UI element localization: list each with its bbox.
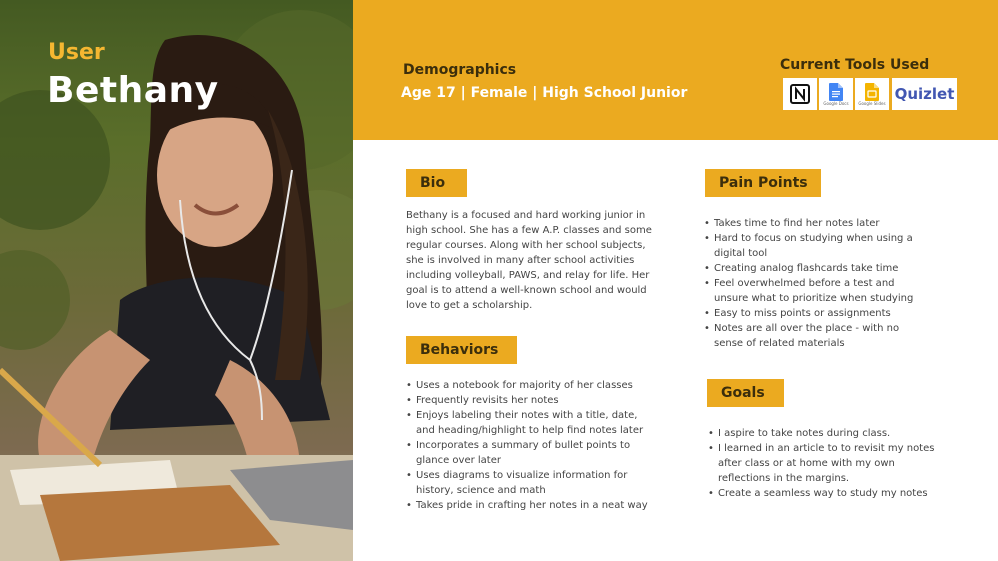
list-item: • I learned in an article to to revisit my notes after class or at home with my own reflections in the margins. (708, 441, 948, 486)
goals-heading: Goals (707, 379, 784, 407)
bio-text: Bethany is a focused and hard working junior in high school. She has a few A.P. classes and some regular courses. Along with her school subjects, she is involved in many after school activities including volleyball, PAWS, and relay for life. Her goal is to attend a well-known school and would love to get a scholarship. (406, 210, 652, 311)
google-docs-icon (819, 78, 853, 110)
persona-label: User (48, 40, 105, 65)
list-item: • Notes are all over the place - with no sense of related materials (704, 321, 929, 351)
list-item: • Incorporates a summary of bullet points to glance over later (406, 438, 656, 468)
notion-icon (783, 78, 817, 110)
tools-heading: Current Tools Used (780, 57, 930, 73)
list-item: • Feel overwhelmed before a test and unsure what to prioritize when studying (704, 276, 929, 306)
behaviors-heading: Behaviors (406, 336, 517, 364)
list-item: • Easy to miss points or assignments (704, 306, 929, 321)
bio-heading: Bio (406, 169, 467, 197)
quizlet-logo (892, 78, 957, 110)
list-item: • Create a seamless way to study my notes (708, 486, 948, 501)
list-item: • Takes pride in crafting her notes in a neat way (406, 498, 656, 513)
goals-list (708, 426, 948, 501)
demographics-heading: Demographics (403, 62, 517, 78)
list-item: • Frequently revisits her notes (406, 393, 656, 408)
list-item: • Enjoys labeling their notes with a title, date, and heading/highlight to help find notes later (406, 408, 656, 438)
list-item: • Creating analog flashcards take time (704, 261, 929, 276)
list-item: • Uses a notebook for majority of her classes (406, 378, 656, 393)
list-item: • I aspire to take notes during class. (708, 426, 948, 441)
behaviors-list (406, 378, 656, 513)
google-slides-caption: Google Slides (858, 100, 886, 106)
list-item: • Takes time to find her notes later (704, 216, 929, 231)
pain-points-heading: Pain Points (705, 169, 821, 197)
demographics-value: Age 17 | Female | High School Junior (401, 85, 688, 101)
header-banner (353, 0, 998, 140)
quizlet-wordmark: Quizlet (894, 85, 955, 103)
persona-name: Bethany (47, 70, 219, 111)
persona-photo-panel (0, 0, 353, 561)
google-docs-caption: Google Docs (823, 100, 849, 106)
google-slides-icon (855, 78, 889, 110)
list-item: • Hard to focus on studying when using a digital tool (704, 231, 929, 261)
pain-points-list (704, 216, 929, 351)
list-item: • Uses diagrams to visualize information for history, science and math (406, 468, 656, 498)
